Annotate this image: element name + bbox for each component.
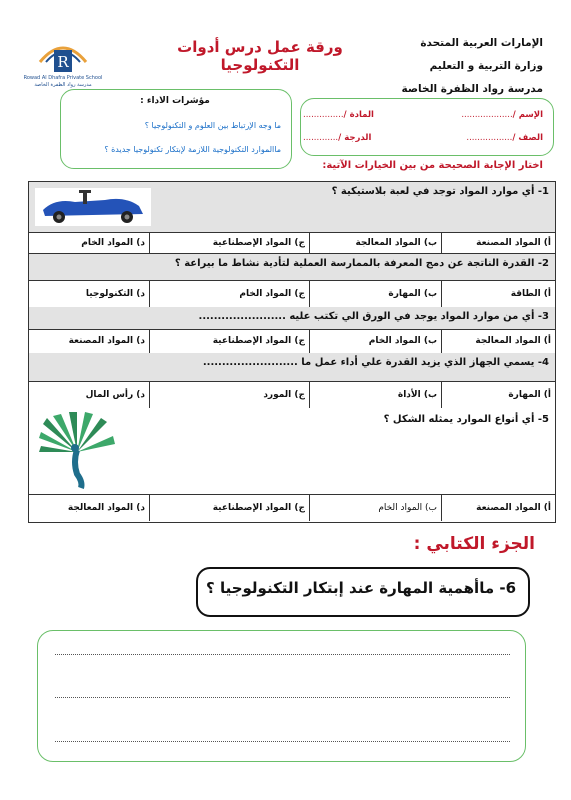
option[interactable]: د) المواد المصنعة: [68, 336, 145, 346]
option[interactable]: ج) المواد الإصطناعية: [149, 232, 309, 253]
option[interactable]: أ) المواد المصنعة: [441, 494, 555, 521]
answer-line[interactable]: [55, 741, 510, 742]
performance-line: ما وجه الإرتباط بين العلوم و التكنولوجيا ؟: [144, 121, 281, 130]
option[interactable]: د) المواد المعالجة: [67, 502, 145, 513]
performance-line: ماالموارد التكنولوجية اللازمة لإبتكار تكنولوجيا جديدة ؟: [104, 145, 281, 154]
option[interactable]: ج) المورد: [149, 381, 309, 408]
instructions: اختار الإجابة الصحيحة من بين الخيارات الآتية:: [322, 160, 543, 171]
question-row: [29, 182, 555, 233]
written-section-heading: الجزء الكتابي :: [413, 534, 535, 554]
question-row: [29, 254, 555, 281]
logo-caption-en: Rowad Al Dhafra Private School: [23, 75, 103, 81]
options-row: [29, 232, 555, 254]
student-info-box: [300, 98, 554, 156]
answer-line[interactable]: [55, 697, 510, 698]
grade-label: الدرجة /: [338, 133, 372, 143]
performance-title: مؤشرات الاداء :: [140, 96, 210, 106]
option[interactable]: ب) المهارة: [309, 280, 441, 307]
logo-caption-ar: مدرسة رواد الظفرة الخاصة: [34, 82, 92, 88]
answer-line[interactable]: [55, 654, 510, 655]
option[interactable]: ج) المواد الإصطناعية: [149, 494, 309, 521]
option[interactable]: أ) المواد المصنعة: [441, 232, 555, 253]
option[interactable]: ب) الأداة: [309, 381, 441, 408]
options-row: [29, 494, 555, 521]
name-field[interactable]: ...................: [461, 110, 513, 120]
logo-caption: [18, 75, 108, 89]
options-row: [29, 381, 555, 409]
question-row: [29, 307, 555, 330]
ministry-name: وزارة التربية و التعليم: [429, 60, 543, 72]
option[interactable]: أ) المهارة: [441, 381, 555, 408]
option[interactable]: ج) المواد الخام: [149, 280, 309, 307]
paper-peacock-image: [37, 412, 117, 490]
toy-car-image: [35, 188, 151, 226]
class-label: الصف /: [512, 133, 543, 143]
option[interactable]: ب) المواد الخام: [309, 494, 441, 521]
worksheet-title: ورقة عمل درس أدوات التكنولوجيا: [177, 38, 343, 74]
info-row-class: [303, 133, 543, 143]
answer-box[interactable]: [37, 630, 526, 762]
subject-label: المادة /: [343, 110, 374, 120]
question-text: 1- أي موارد المواد توجد في لعبة بلاستيكية ؟: [331, 186, 549, 197]
option[interactable]: ب) المواد المعالجة: [309, 232, 441, 253]
logo-letter: R: [57, 53, 69, 71]
question-text: 5- أي أنواع الموارد يمثله الشكل ؟: [383, 414, 549, 425]
question-row: [29, 408, 555, 495]
question-row: [29, 353, 555, 382]
options-row: [29, 280, 555, 308]
option[interactable]: د) التكنولوجيا: [85, 288, 145, 299]
option[interactable]: ج) المواد الإصطناعية: [149, 329, 309, 353]
options-row: [29, 329, 555, 354]
option[interactable]: د) المواد الخام: [81, 237, 145, 248]
name-label: الإسم /: [512, 110, 543, 120]
subject-field[interactable]: ...............: [303, 110, 344, 120]
question-text: 3- أي من موارد المواد يوجد في الورق الي تكتب عليه .......................: [198, 311, 549, 322]
grade-field[interactable]: .............: [303, 133, 339, 143]
header-info: [393, 32, 543, 101]
school-name: مدرسة رواد الظفرة الخاصة: [401, 83, 543, 95]
info-row-name: [303, 110, 543, 120]
question-6-text: 6- ماأهمية المهارة عند إبتكار التكنولوجيا ؟: [206, 579, 516, 597]
class-field[interactable]: .................: [466, 133, 513, 143]
questions-table: [28, 181, 556, 523]
question-text: 2- القدرة الناتجة عن دمج المعرفة بالممارسة العملية لتأدية نشاط ما بيراعة ؟: [174, 258, 549, 269]
option[interactable]: د) رأس المال: [85, 389, 145, 400]
question-text: 4- يسمي الجهاز الذي يزيد القدرة علي أداء عمل ما .........................: [202, 357, 549, 368]
option[interactable]: ب) المواد الخام: [309, 329, 441, 353]
country-name: الإمارات العربية المتحدة: [420, 37, 543, 49]
option[interactable]: أ) المواد المعالجة: [441, 329, 555, 353]
option[interactable]: أ) الطاقة: [441, 280, 555, 307]
